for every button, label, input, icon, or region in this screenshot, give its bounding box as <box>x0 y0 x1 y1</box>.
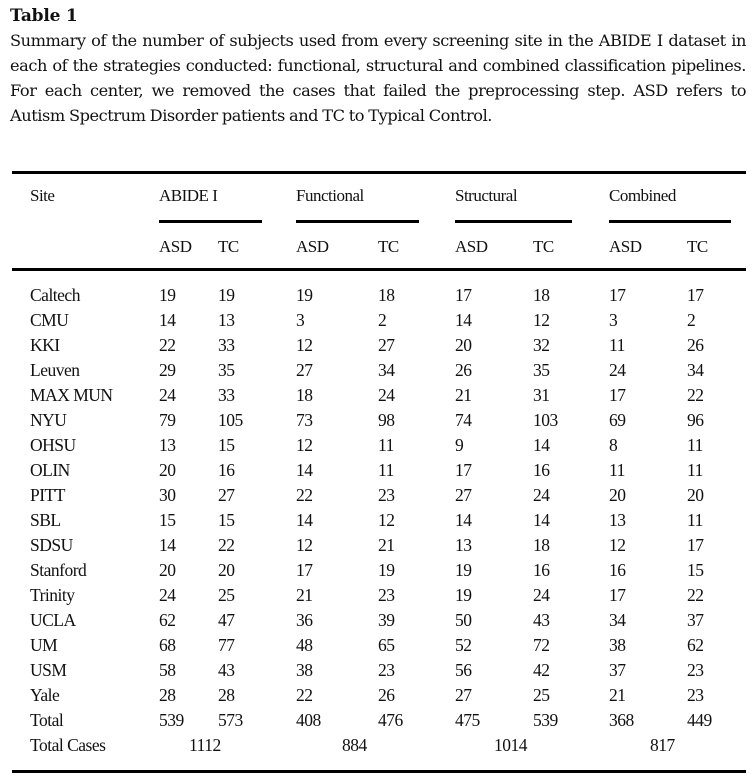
table-cell: 11 <box>687 460 703 480</box>
group-underline <box>609 220 731 223</box>
table-cell: 14 <box>159 310 176 330</box>
table-cell: 12 <box>296 535 313 555</box>
row-site-label: SBL <box>30 510 61 530</box>
table-cell: 34 <box>687 360 704 380</box>
table-cell: 56 <box>455 660 472 680</box>
table-cell: 12 <box>296 435 313 455</box>
table-cell: 24 <box>159 585 176 605</box>
row-site-label: Stanford <box>30 560 87 580</box>
table-cell: 33 <box>218 335 235 355</box>
table-cell: 17 <box>609 585 626 605</box>
table-cell: 17 <box>455 460 472 480</box>
table-cell: 34 <box>609 610 626 630</box>
table-cell: 16 <box>533 560 550 580</box>
table-cell: 33 <box>218 385 235 405</box>
table-cell: 14 <box>455 510 472 530</box>
column-group-header: Functional <box>296 186 364 205</box>
table-cell: 27 <box>218 485 235 505</box>
column-group-header: Combined <box>609 186 676 205</box>
table-cell: 47 <box>218 610 235 630</box>
table-cell: 27 <box>455 485 472 505</box>
table-cell: 475 <box>455 710 480 730</box>
table-cell: 74 <box>455 410 472 430</box>
column-subheader: TC <box>533 237 554 256</box>
table-cell: 22 <box>687 385 704 405</box>
table-cell: 19 <box>218 285 235 305</box>
row-site-label: NYU <box>30 410 67 430</box>
table-cell: 11 <box>378 435 394 455</box>
table-cell: 20 <box>159 460 176 480</box>
row-site-label: Yale <box>30 685 60 705</box>
table-cell: 30 <box>159 485 176 505</box>
table-cell: 22 <box>159 335 176 355</box>
table-cell: 23 <box>378 485 395 505</box>
table-cell: 13 <box>218 310 235 330</box>
table-cell: 18 <box>296 385 313 405</box>
table-cell: 39 <box>378 610 395 630</box>
table-cell: 19 <box>378 560 395 580</box>
table-cell: 8 <box>609 435 618 455</box>
table-cell: 73 <box>296 410 313 430</box>
table-cell: 27 <box>378 335 395 355</box>
total-cases-label: Total Cases <box>30 735 106 755</box>
table-cell: 12 <box>296 335 313 355</box>
bottom-rule <box>12 770 746 773</box>
table-cell: 9 <box>455 435 464 455</box>
table-cell: 13 <box>159 435 176 455</box>
table-cell: 23 <box>687 660 704 680</box>
table-cell: 23 <box>378 660 395 680</box>
table-cell: 72 <box>533 635 550 655</box>
table-cell: 17 <box>687 535 704 555</box>
table-cell: 573 <box>218 710 243 730</box>
table-cell: 17 <box>609 385 626 405</box>
table-cell: 16 <box>609 560 626 580</box>
group-underline <box>159 220 262 223</box>
table-cell: 28 <box>218 685 235 705</box>
table-cell: 62 <box>687 635 704 655</box>
total-cases-value: 817 <box>650 735 675 755</box>
table-cell: 14 <box>296 460 313 480</box>
table-cell: 35 <box>533 360 550 380</box>
table-cell: 2 <box>378 310 387 330</box>
table-cell: 77 <box>218 635 235 655</box>
table-cell: 105 <box>218 410 243 430</box>
table-cell: 14 <box>533 510 550 530</box>
table-cell: 26 <box>378 685 395 705</box>
row-site-label: USM <box>30 660 67 680</box>
table-cell: 24 <box>609 360 626 380</box>
total-cases-value: 1112 <box>189 735 221 755</box>
table-cell: 15 <box>218 435 235 455</box>
table-cell: 24 <box>533 485 550 505</box>
column-subheader: ASD <box>609 237 642 256</box>
table-cell: 21 <box>378 535 395 555</box>
table-cell: 25 <box>533 685 550 705</box>
table-cell: 20 <box>159 560 176 580</box>
table-cell: 23 <box>687 685 704 705</box>
table-cell: 13 <box>455 535 472 555</box>
table-cell: 539 <box>159 710 184 730</box>
table-cell: 68 <box>159 635 176 655</box>
table-cell: 11 <box>609 335 625 355</box>
table-cell: 27 <box>296 360 313 380</box>
column-header-site: Site <box>30 186 55 205</box>
table-cell: 408 <box>296 710 321 730</box>
table-cell: 32 <box>533 335 550 355</box>
table-cell: 38 <box>609 635 626 655</box>
table-cell: 3 <box>609 310 618 330</box>
column-subheader: TC <box>687 237 708 256</box>
table-cell: 21 <box>609 685 626 705</box>
table-cell: 24 <box>533 585 550 605</box>
table-cell: 16 <box>218 460 235 480</box>
table-cell: 20 <box>609 485 626 505</box>
table-cell: 37 <box>609 660 626 680</box>
table-cell: 21 <box>296 585 313 605</box>
table-cell: 18 <box>378 285 395 305</box>
table-cell: 11 <box>687 510 703 530</box>
table-cell: 28 <box>159 685 176 705</box>
table-cell: 22 <box>296 485 313 505</box>
total-cases-value: 884 <box>342 735 367 755</box>
table-cell: 17 <box>609 285 626 305</box>
table-cell: 12 <box>378 510 395 530</box>
table-cell: 11 <box>687 435 703 455</box>
table-cell: 449 <box>687 710 712 730</box>
table-cell: 20 <box>455 335 472 355</box>
table-cell: 22 <box>218 535 235 555</box>
row-site-label: KKI <box>30 335 60 355</box>
table-cell: 38 <box>296 660 313 680</box>
table-caption <box>10 4 746 128</box>
table-cell: 43 <box>218 660 235 680</box>
row-site-label: UCLA <box>30 610 76 630</box>
table-cell: 69 <box>609 410 626 430</box>
table-title: Table 1 <box>10 6 78 26</box>
table-cell: 14 <box>533 435 550 455</box>
table-cell: 15 <box>218 510 235 530</box>
table-cell: 52 <box>455 635 472 655</box>
table-cell: 539 <box>533 710 558 730</box>
table-cell: 50 <box>455 610 472 630</box>
table-cell: 35 <box>218 360 235 380</box>
table-cell: 96 <box>687 410 704 430</box>
top-rule <box>12 171 746 174</box>
row-site-label: SDSU <box>30 535 73 555</box>
table-cell: 14 <box>159 535 176 555</box>
table-cell: 29 <box>159 360 176 380</box>
table-cell: 65 <box>378 635 395 655</box>
table-cell: 11 <box>609 460 625 480</box>
column-subheader: TC <box>378 237 399 256</box>
table-cell: 23 <box>378 585 395 605</box>
table-cell: 48 <box>296 635 313 655</box>
table-cell: 21 <box>455 385 472 405</box>
table-cell: 26 <box>455 360 472 380</box>
row-site-label: PITT <box>30 485 65 505</box>
table-cell: 24 <box>159 385 176 405</box>
table-cell: 18 <box>533 535 550 555</box>
table-cell: 20 <box>218 560 235 580</box>
table-cell: 36 <box>296 610 313 630</box>
row-site-label: Trinity <box>30 585 75 605</box>
table-cell: 103 <box>533 410 558 430</box>
row-site-label: CMU <box>30 310 69 330</box>
table-caption-text: Summary of the number of subjects used from every screening site in the ABIDE I dataset in each of the strategies conducted: functional, structural and combined classification pipelines. For each center, we removed the cases that failed the preprocessing step. ASD refers to Autism Spectrum Disorder patients and TC to Typical Control. <box>10 31 746 125</box>
column-subheader: ASD <box>159 237 192 256</box>
table-cell: 25 <box>218 585 235 605</box>
table-cell: 17 <box>687 285 704 305</box>
row-site-label: OHSU <box>30 435 76 455</box>
table-cell: 12 <box>609 535 626 555</box>
table-cell: 13 <box>609 510 626 530</box>
table-cell: 3 <box>296 310 305 330</box>
table-cell: 43 <box>533 610 550 630</box>
table-cell: 368 <box>609 710 634 730</box>
table-cell: 22 <box>687 585 704 605</box>
group-underline <box>455 220 572 223</box>
column-group-header: Structural <box>455 186 518 205</box>
table-cell: 26 <box>687 335 704 355</box>
table-cell: 15 <box>159 510 176 530</box>
table-cell: 18 <box>533 285 550 305</box>
table-cell: 14 <box>455 310 472 330</box>
table-cell: 17 <box>455 285 472 305</box>
row-site-label: Leuven <box>30 360 80 380</box>
row-site-label: Total <box>30 710 64 730</box>
table-cell: 15 <box>687 560 704 580</box>
row-site-label: UM <box>30 635 58 655</box>
table-cell: 24 <box>378 385 395 405</box>
column-subheader: ASD <box>455 237 488 256</box>
table-cell: 19 <box>455 585 472 605</box>
row-site-label: Caltech <box>30 285 80 305</box>
table-cell: 62 <box>159 610 176 630</box>
table-cell: 34 <box>378 360 395 380</box>
header-bottom-rule <box>12 268 746 271</box>
table-cell: 98 <box>378 410 395 430</box>
table-cell: 11 <box>378 460 394 480</box>
table-cell: 22 <box>296 685 313 705</box>
table-cell: 58 <box>159 660 176 680</box>
total-cases-value: 1014 <box>494 735 527 755</box>
table-cell: 37 <box>687 610 704 630</box>
table-cell: 19 <box>455 560 472 580</box>
table-cell: 42 <box>533 660 550 680</box>
table-cell: 79 <box>159 410 176 430</box>
table-cell: 19 <box>159 285 176 305</box>
table-cell: 12 <box>533 310 550 330</box>
table-cell: 17 <box>296 560 313 580</box>
table-cell: 27 <box>455 685 472 705</box>
table-cell: 20 <box>687 485 704 505</box>
column-subheader: ASD <box>296 237 329 256</box>
column-group-header: ABIDE I <box>159 186 218 205</box>
table-cell: 14 <box>296 510 313 530</box>
column-subheader: TC <box>218 237 239 256</box>
table-cell: 16 <box>533 460 550 480</box>
table-cell: 476 <box>378 710 403 730</box>
table-cell: 2 <box>687 310 696 330</box>
row-site-label: MAX MUN <box>30 385 113 405</box>
table-cell: 19 <box>296 285 313 305</box>
row-site-label: OLIN <box>30 460 70 480</box>
table-cell: 31 <box>533 385 550 405</box>
group-underline <box>296 220 419 223</box>
